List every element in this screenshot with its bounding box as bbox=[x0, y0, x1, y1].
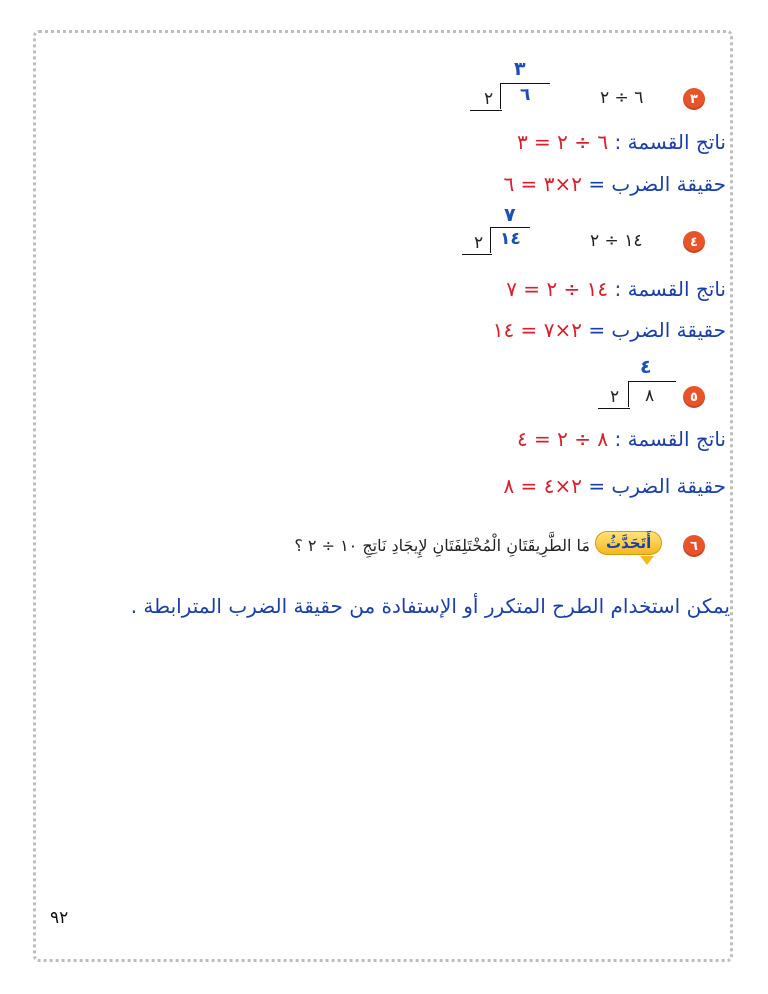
page-number: ٩٢ bbox=[50, 908, 69, 928]
quotient-value: ٦ ÷ ٢ = ٣ bbox=[516, 130, 609, 154]
problem-3-division-bar bbox=[500, 83, 550, 84]
quotient-label: ناتج القسمة : bbox=[614, 427, 726, 451]
problem-3-dividend: ٦ bbox=[520, 85, 531, 105]
problem-3-number-badge: ٣ bbox=[683, 88, 705, 110]
quotient-value: ٨ ÷ ٢ = ٤ bbox=[516, 427, 609, 451]
problem-5-dividend: ٨ bbox=[645, 386, 655, 406]
problem-5-division-bar bbox=[628, 381, 676, 382]
problem-5-underline bbox=[598, 408, 630, 409]
talk-answer: يمكن استخدام الطرح المتكرر أو الإستفادة من حقيقة الضرب المترابطة . bbox=[130, 594, 730, 618]
talk-bubble: أَتَحَدَّثُ bbox=[595, 531, 662, 555]
problem-5-quotient-line bbox=[517, 427, 726, 451]
fact-value: ٢×٤ = ٨ bbox=[503, 474, 582, 498]
problem-3-quotient-line bbox=[517, 130, 726, 154]
talk-bubble-tail bbox=[640, 556, 654, 565]
quotient-label: ناتج القسمة : bbox=[614, 130, 726, 154]
problem-3-expression: ٦ ÷ ٢ bbox=[600, 88, 644, 108]
problem-4-division-bar bbox=[490, 227, 530, 228]
quotient-label: ناتج القسمة : bbox=[614, 277, 726, 301]
fact-value: ٢×٣ = ٦ bbox=[503, 172, 582, 196]
problem-6-number-badge: ٦ bbox=[683, 535, 705, 557]
problem-5-fact-line bbox=[503, 474, 726, 498]
problem-4-quotient: ٧ bbox=[504, 204, 516, 226]
fact-label: حقيقة الضرب = bbox=[588, 172, 726, 196]
problem-3-fact-line bbox=[503, 172, 726, 196]
problem-4-divisor: ٢ bbox=[474, 233, 484, 253]
problem-4-fact-line bbox=[493, 318, 726, 342]
problem-4-number-badge: ٤ bbox=[683, 231, 705, 253]
quotient-value: ١٤ ÷ ٢ = ٧ bbox=[506, 277, 609, 301]
problem-4-quotient-line bbox=[506, 277, 726, 301]
problem-5-quotient: ٤ bbox=[640, 356, 652, 378]
problem-5-division-bracket bbox=[628, 381, 629, 407]
problem-4-division-bracket bbox=[490, 227, 491, 253]
fact-label: حقيقة الضرب = bbox=[588, 318, 726, 342]
problem-3-division-bracket bbox=[500, 83, 501, 109]
fact-value: ٢×٧ = ١٤ bbox=[492, 318, 582, 342]
fact-label: حقيقة الضرب = bbox=[588, 474, 726, 498]
problem-3-divisor: ٢ bbox=[484, 89, 494, 109]
problem-4-dividend: ١٤ bbox=[500, 229, 521, 249]
problem-4-underline bbox=[462, 254, 492, 255]
talk-question: مَا الطَّرِيقَتَانِ الْمُخْتَلِفَتَانِ لإِيجَادِ نَاتِجِ ١٠ ÷ ٢ ؟ bbox=[294, 536, 590, 555]
problem-5-divisor: ٢ bbox=[610, 387, 620, 407]
problem-5-number-badge: ٥ bbox=[683, 386, 705, 408]
problem-4-expression: ١٤ ÷ ٢ bbox=[590, 231, 643, 251]
problem-3-underline bbox=[470, 110, 502, 111]
problem-3-quotient: ٣ bbox=[514, 58, 526, 80]
